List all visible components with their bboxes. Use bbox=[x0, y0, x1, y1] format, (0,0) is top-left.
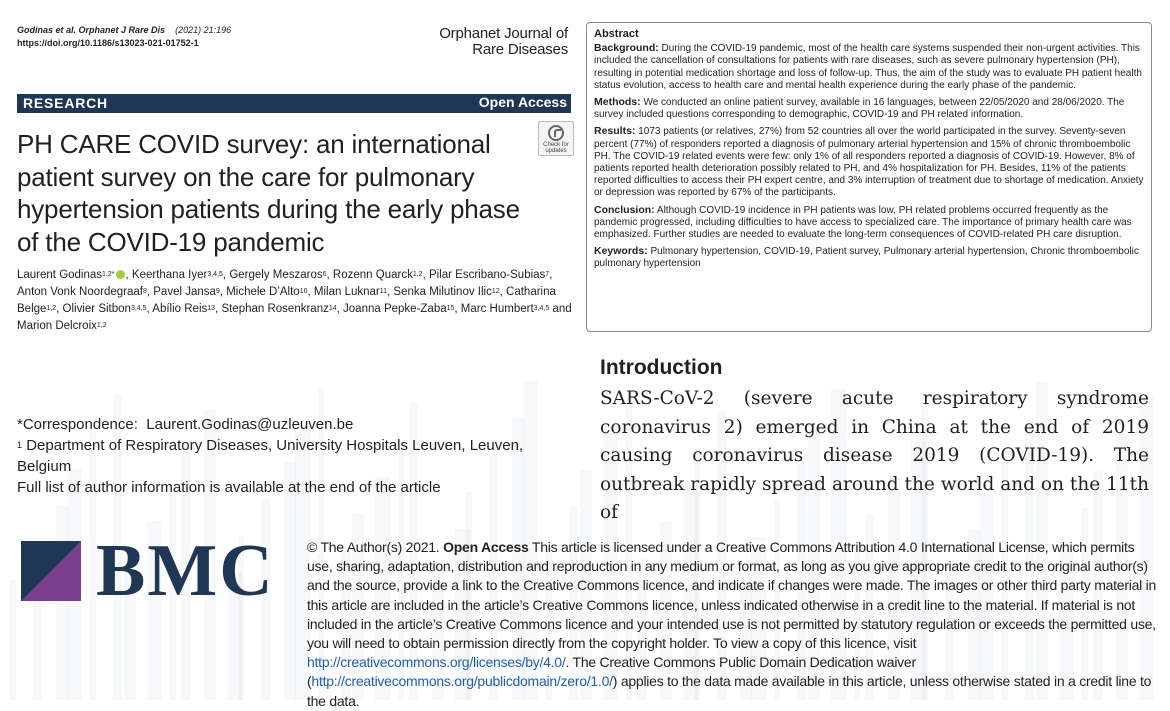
author-separator: , bbox=[146, 286, 154, 298]
author-name: Marion Delcroix bbox=[17, 320, 97, 332]
correspondence-block bbox=[17, 414, 577, 498]
author-name: Michele D’Alto bbox=[226, 286, 300, 298]
author-name: Catharina Belge bbox=[17, 286, 556, 315]
correspondence-email[interactable]: Laurent.Godinas@uzleuven.be bbox=[146, 416, 354, 433]
author-affiliation: 8 bbox=[142, 288, 147, 295]
license-text bbox=[307, 538, 1157, 711]
author-separator: , bbox=[146, 303, 153, 315]
author-info-note: Full list of author information is available at the end of the article bbox=[17, 479, 441, 496]
author-affiliation: 1,2 bbox=[96, 322, 107, 329]
abstract-section-text: Although COVID-19 incidence in PH patients was low, PH related problems occurred frequently as the pandemic progressed, including difficulties to have access to specialized care. The importance of primary health care was emphasized. Further studies are needed to evaluate the long-term consequences of COVID-related PH care disruption. bbox=[594, 204, 1132, 241]
author-separator: , bbox=[215, 303, 222, 315]
author-separator: and bbox=[549, 303, 572, 315]
author-affiliation: 10 bbox=[299, 288, 308, 295]
author-name: Joanna Pepke‑Zaba bbox=[343, 303, 447, 315]
author-separator: , bbox=[549, 269, 553, 281]
affiliation-number: 1 bbox=[17, 440, 23, 450]
abstract-section-text: We conducted an online patient survey, available in 16 languages, between 22/05/2020 and 28/06/2020. The survey included questions corresponding to demographic, COVID-19 and PH related information. bbox=[594, 97, 1125, 121]
author-name: Abílio Reis bbox=[152, 303, 208, 315]
author-affiliation: 13 bbox=[207, 305, 216, 312]
author-affiliation: 7 bbox=[545, 271, 550, 278]
introduction-text: SARS-CoV-2 (severe acute respiratory syndrome coronavirus 2) emerged in China at the end of 2019 causing coronavirus disease 2019 (COVID-19). The outbreak rapidly spread around the world and on the 11th of bbox=[600, 388, 1149, 524]
abstract-section-text: Pulmonary hypertension, COVID-19, Patient survey, Pulmonary arterial hypertension, Chronic thromboembolic pulmonary hypertension bbox=[594, 246, 1139, 270]
abstract-section-text: 1073 patients (or relatives, 27%) from 52 countries all over the world participated in the survey. Seventy-seven percent (77%) of responders reported a diagnosis of pulmonary arterial hypertension and 15% of chronic thromboembolic PH. The COVID-19 related events were few: only 1% of all responders reported a diagnosis of COVID-19. However, 8% of patients reported health deterioration possibly related to PH, and 4% hospitalization for PH. Besides, 11% of the patients reported difficulties to access their PH expert centre, and 3% interruption of treatment due to shortage of medication. Anxiety or depression was reported by 67% of the participants. bbox=[594, 126, 1144, 199]
author-separator: , bbox=[454, 303, 461, 315]
introduction-heading: Introduction bbox=[600, 356, 723, 379]
author-affiliation: 1,2* bbox=[102, 271, 115, 278]
author-separator: , bbox=[222, 269, 230, 281]
author-name: Anton Vonk Noordegraaf bbox=[17, 286, 143, 298]
author-name: Milan Luknar bbox=[313, 286, 380, 298]
citation-year-volume: (2021) 21:196 bbox=[175, 25, 232, 35]
author-separator: , bbox=[422, 269, 429, 281]
author-name: Stephan Rosenkranz bbox=[221, 303, 329, 315]
license-body-2: . The Creative Commons Public Domain Dedication waiver ( bbox=[307, 654, 916, 690]
author-separator: , bbox=[307, 286, 314, 298]
abstract-section bbox=[594, 204, 1144, 242]
author-separator: , bbox=[499, 286, 507, 298]
journal-name-line2: Rare Diseases bbox=[472, 41, 568, 58]
bmc-logo-mark bbox=[21, 541, 81, 601]
license-body-1: This article is licensed under a Creative Commons Attribution 4.0 International License, which permits use, sharing, adaptation, distribution and reproduction in any medium or format, as long as you give appropriate credit to the original author(s) and the source, provide a link to the Creative Commons licence, and indicate if changes were made. The images or other third party material in this article are included in the article’s Creative Commons licence, unless indicated otherwise in a credit line to the material. If material is not included in the article’s Creative Commons licence and your intended use is not permitted by statutory regulation or exceeds the permitted use, you will need to obtain permission directly from the copyright holder. To view a copy of this licence, visit bbox=[307, 539, 1157, 652]
author-affiliation: 6 bbox=[322, 271, 327, 278]
citation-journal: Orphanet J Rare Dis bbox=[78, 25, 166, 35]
author-affiliation: 1,2 bbox=[46, 305, 57, 312]
citation-authors: Godinas et al. bbox=[17, 25, 77, 35]
journal-name bbox=[439, 26, 568, 58]
author-affiliation: 12 bbox=[491, 288, 500, 295]
abstract-box bbox=[586, 22, 1152, 332]
author-name: Pavel Jansa bbox=[153, 286, 216, 298]
license-open-access: Open Access bbox=[443, 539, 529, 555]
abstract-section bbox=[594, 245, 1144, 270]
article-title: PH CARE COVID survey: an international patient survey on the care for pulmonary hypertension patients during the early phase of the COVID-19 pandemic bbox=[17, 129, 520, 257]
author-name: Gergely Meszaros bbox=[229, 269, 323, 281]
author-list bbox=[17, 267, 577, 335]
check-updates-line1: Check for bbox=[543, 142, 569, 148]
bmc-logo bbox=[21, 530, 275, 612]
cc-by-license-link[interactable]: http://creativecommons.org/licenses/by/4.0/ bbox=[307, 654, 566, 671]
open-access-label: Open Access bbox=[478, 94, 567, 110]
author-name: Laurent Godinas bbox=[17, 269, 103, 281]
author-name: Senka Milutinov Ilic bbox=[393, 286, 492, 298]
author-affiliation: 3,4,5 bbox=[533, 305, 550, 312]
author-name: Olivier Sitbon bbox=[62, 303, 131, 315]
author-name: Rozenn Quarck bbox=[332, 269, 413, 281]
author-separator: , bbox=[56, 303, 63, 315]
abstract-section-label: Keywords: bbox=[594, 245, 648, 258]
bmc-logo-text: BMC bbox=[96, 530, 275, 612]
author-separator: , bbox=[387, 286, 394, 298]
author-affiliation: 11 bbox=[379, 288, 388, 295]
article-type-banner bbox=[17, 94, 571, 113]
author-separator: , bbox=[326, 269, 333, 281]
correspondence-label: *Correspondence: bbox=[17, 416, 138, 433]
author-affiliation: 3,4,5 bbox=[207, 271, 223, 278]
research-label: RESEARCH bbox=[23, 95, 108, 111]
cc-zero-waiver-link[interactable]: http://creativecommons.org/publicdomain/zero/1.0/ bbox=[311, 673, 613, 690]
author-separator: , bbox=[336, 303, 344, 315]
abstract-heading: Abstract bbox=[594, 28, 639, 40]
check-for-updates-button[interactable] bbox=[538, 121, 574, 156]
author-affiliation: 15 bbox=[446, 305, 455, 312]
abstract-section bbox=[594, 42, 1144, 92]
check-updates-line2: updates bbox=[545, 148, 567, 154]
abstract-section-label: Background: bbox=[594, 42, 659, 55]
author-affiliation: 1,2 bbox=[412, 271, 423, 278]
abstract-section-label: Methods: bbox=[594, 96, 641, 109]
abstract-section bbox=[594, 96, 1144, 121]
doi-link[interactable]: https://doi.org/10.1186/s13023-021-01752-1 bbox=[17, 38, 199, 48]
affiliation-text: Department of Respiratory Diseases, University Hospitals Leuven, Leuven, Belgium bbox=[17, 437, 524, 475]
check-updates-icon bbox=[548, 125, 564, 141]
journal-name-line1: Orphanet Journal of bbox=[439, 25, 568, 42]
license-body-3: ) applies to the data made available in this article, unless otherwise stated in a credit line to the data. bbox=[307, 673, 1152, 709]
orcid-icon[interactable] bbox=[116, 270, 125, 279]
author-name: Pilar Escribano‑Subias bbox=[428, 269, 546, 281]
abstract-section-label: Conclusion: bbox=[594, 203, 655, 216]
author-affiliation: 14 bbox=[328, 305, 337, 312]
author-affiliation: 9 bbox=[215, 288, 220, 295]
author-affiliation: 3,4,5 bbox=[130, 305, 147, 312]
author-name: Marc Humbert bbox=[460, 303, 534, 315]
abstract-section-label: Results: bbox=[594, 125, 636, 138]
author-name: Keerthana Iyer bbox=[131, 269, 208, 281]
abstract-section bbox=[594, 125, 1144, 199]
abstract-section-text: During the COVID-19 pandemic, most of the health care systems suspended their non-urgent activities. This included the cancellation of consultations for patients with rare diseases, such as severe pulmonary hypertension (PH), resulting in potential medication shortage and loss of follow-up. Thus, the aim of the study was to evaluate PH patient health status evolution, access to health care and mental health experience during the early phase of the pandemic. bbox=[594, 43, 1142, 91]
author-separator: , bbox=[219, 286, 227, 298]
author-separator: , bbox=[125, 269, 132, 281]
citation bbox=[17, 24, 231, 50]
copyright-notice: © The Author(s) 2021. bbox=[307, 539, 440, 555]
